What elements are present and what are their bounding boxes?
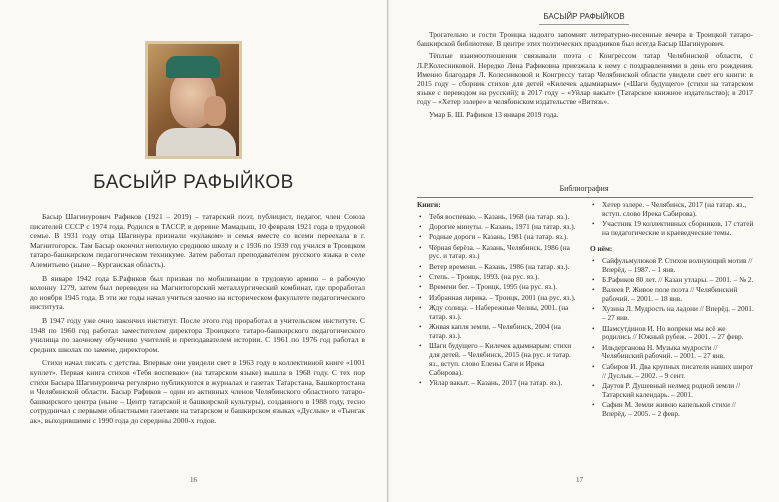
list-item: • Участник 19 коллективных сборников, 17 статей на педагогические и краеведческие темы.: [590, 220, 754, 238]
list-item: • Уйлар вакыт. – Казань, 2017 (на татар. яз.).: [417, 379, 577, 388]
bibliography-title: Библиография: [559, 184, 609, 193]
bibliography-rule: [417, 197, 753, 198]
list-item: • Тебя воспеваю. – Казань, 1968 (на татар. яз.).: [417, 213, 577, 222]
portrait-shirt: [156, 128, 236, 159]
page-number-right: 17: [576, 476, 583, 484]
list-item: • Ветер времени. – Казань, 1986 (на татар. яз.).: [417, 263, 577, 272]
left-page: [0, 0, 388, 502]
intro-paragraph: Умар Б. Ш. Рафиков 13 января 2019 года.: [429, 109, 559, 119]
biography-text: [30, 212, 365, 429]
list-item: • Избранная лирика. – Троицк, 2001 (на рус. яз.).: [417, 294, 577, 303]
author-title: БАСЫЙР РАФЫЙКОВ: [93, 172, 294, 193]
intro-paragraph: Трогательно и гости Троицка надолго запомнят литературно-песенные вечера в Троицкой татаро-башкирской библиотеке. В центре этих поэтических праздников был всегда Басыр Шагинурович.: [417, 30, 753, 49]
list-item: • Ильдерганова Н. Музыка мудрости // Челябинский рабочий. – 2001. – 27 янв.: [590, 344, 754, 362]
bibliography-column-2: [590, 201, 754, 420]
intro-paragraph: Тёплые взаимоотношения связывали поэта с Конгрессом татар Челябинской области, с Л.Р.Колесниковой. Нередко Лена Рафиковна приезжала к нему с поздравлениями в день его рождения. Именно благодаря Л. Колесниковой и Конгрессу татар Челябинской области увидели свет его книги: в 2015 году – сборник стихов для детей «Килечек адымнарым» («Шаги будущего» (стихи на татарском языке с переводом на русский); в 2017 году – «Уйлар вакыт» (Татарское книжное издательство); в 2017 году – «Хетер эзлере» в челябинском издательстве «Витязь».: [417, 51, 753, 107]
books-list-continued: [590, 201, 754, 238]
list-item: • Времени бег. – Троицк, 1995 (на рус. яз.).: [417, 283, 577, 292]
books-list: [417, 213, 577, 388]
bio-paragraph: В 1947 году уже очно закончил институт. После этого год проработал в учительском институте. С 1948 по 1960 год работал заместителем директора Троицкого татаро-башкирского педагогического училища по заочному обучению учителей и преподавателем истории. С 1961 по 1976 год работал в средних школах по замене, директором.: [30, 315, 365, 354]
list-item: • Хетер эзлере. – Челябинск, 2017 (на татар. яз., вступ. слово Ирека Сабирова).: [590, 201, 754, 219]
bio-paragraph: Басыр Шагинурович Рафиков (1921 – 2019) – татарский поэт, публицист, педагог, член Союза писателей СССР с 1974 года. Родился в ТАССР, в деревне Мамадыш, 10 февраля 1921 года в трудовой семье. В 1931 году отца Шагинура признали «кулаком» и семья вместе со всеми переехала в г. Магнитогорск. Там Басыр окончил неполную среднюю школу и с 1936 по 1939 год учился в Троицком татаро-башкирском педагогическом техникуме. Затем работал преподавателем русского языка в селе Алемитьево (ныне – Курганская область).: [30, 212, 365, 269]
bio-paragraph: Стихи начал писать с детства. Впервые они увидели свет в 1963 году в коллективной книге «1001 куплет». Первая книга стихов «Тебя воспеваю» (на татарском языке) вышла в 1968 году. С тех пор стихи Басыра Шагинуровича регулярно публикуются в журналах и газетах Татарстана, Башкортостана и Челябинской области. Басыр Рафиков – один из активных членов Челябинского областного татаро-башкирского центра (ныне – Центр татарской и башкирской культуры), созданного в 1988 году, тесно сотрудничал с первыми областными газетами на татарском и башкирском языках «Дуслык» и «Тынгак ак», выходившими с 1990 года до середины 2000-х годов.: [30, 358, 365, 425]
portrait-cap: [166, 56, 220, 78]
running-header: БАСЫЙР РАФЫЙКОВ: [543, 12, 625, 21]
list-item: • Б.Рафиков 80 лет. // Казан утлары. – 2001. – № 2.: [590, 276, 754, 285]
list-item: • Даутов Р. Душевный нелмед родной земли // Татарский календарь. – 2001.: [590, 382, 754, 400]
author-portrait: [145, 41, 242, 159]
list-item: • Шамсутдинов И. Но вопреки мы всё же родились // Южный рубеж. – 2001. – 27 февр.: [590, 325, 754, 343]
header-rule: [539, 24, 629, 25]
right-intro-text: [417, 30, 753, 122]
list-item: • Чёрная берёза. – Казань, Челябинск, 1986 (на рус. и татар. яз.): [417, 244, 577, 262]
list-item: • Валеев Р. Живое поле поэта // Челябинский рабочий. – 2001. – 18 янв.: [590, 286, 754, 304]
list-item: • Сабиров И. Два крупных писателя наших широт // Дуслык. – 2002. – 9 сент.: [590, 363, 754, 381]
bio-paragraph: В январе 1942 года Б.Рафиков был призван по мобилизации в трудовую армию – в рабочую колонну 1279, затем был переведен на Магнитогорский металлургический комбинат, где проработал до ноября 1945 года. В эти же годы начал учиться заочно на историческом факультете педагогического института.: [30, 273, 365, 312]
about-heading: О нём:: [590, 244, 613, 254]
books-heading: Книги:: [417, 200, 441, 209]
list-item: • Сайфульмулюков Р. Стихов волнующий мотив // Вперёд. – 1987. – 1 янв.: [590, 257, 754, 275]
bibliography-column-1: [417, 201, 577, 389]
page-number-left: 16: [190, 476, 197, 484]
list-item: • Шаги будущего – Килечек адымнарым: стихи для детей. – Челябинск, 2015 (на рус. и татар. яз., вступ. слово Елены Саги и Ирека Сабирова).: [417, 342, 577, 377]
about-list: [590, 257, 754, 419]
list-item: • Дорогие минуты. – Казань, 1971 (на татар. яз.).: [417, 223, 577, 232]
list-item: • Сафин М. Земли живою капелькой стихи // Вперёд. – 2005. – 2 февр.: [590, 401, 754, 419]
list-item: • Степь. – Троицк, 1993. (на рус. яз.).: [417, 273, 577, 282]
list-item: • Хузина Л. Мудрость на ладони // Вперёд. – 2001. – 27 янв.: [590, 305, 754, 323]
portrait-hand: [204, 96, 226, 126]
list-item: • Жду солнца. – Набережные Челны, 2001. (на татар. яз.).: [417, 304, 577, 322]
list-item: • Родные дороги – Казань, 1981 (на татар. яз.).: [417, 233, 577, 242]
right-page: [389, 0, 779, 502]
list-item: • Живая капля земли. – Челябинск, 2004 (на татар. яз.).: [417, 323, 577, 341]
